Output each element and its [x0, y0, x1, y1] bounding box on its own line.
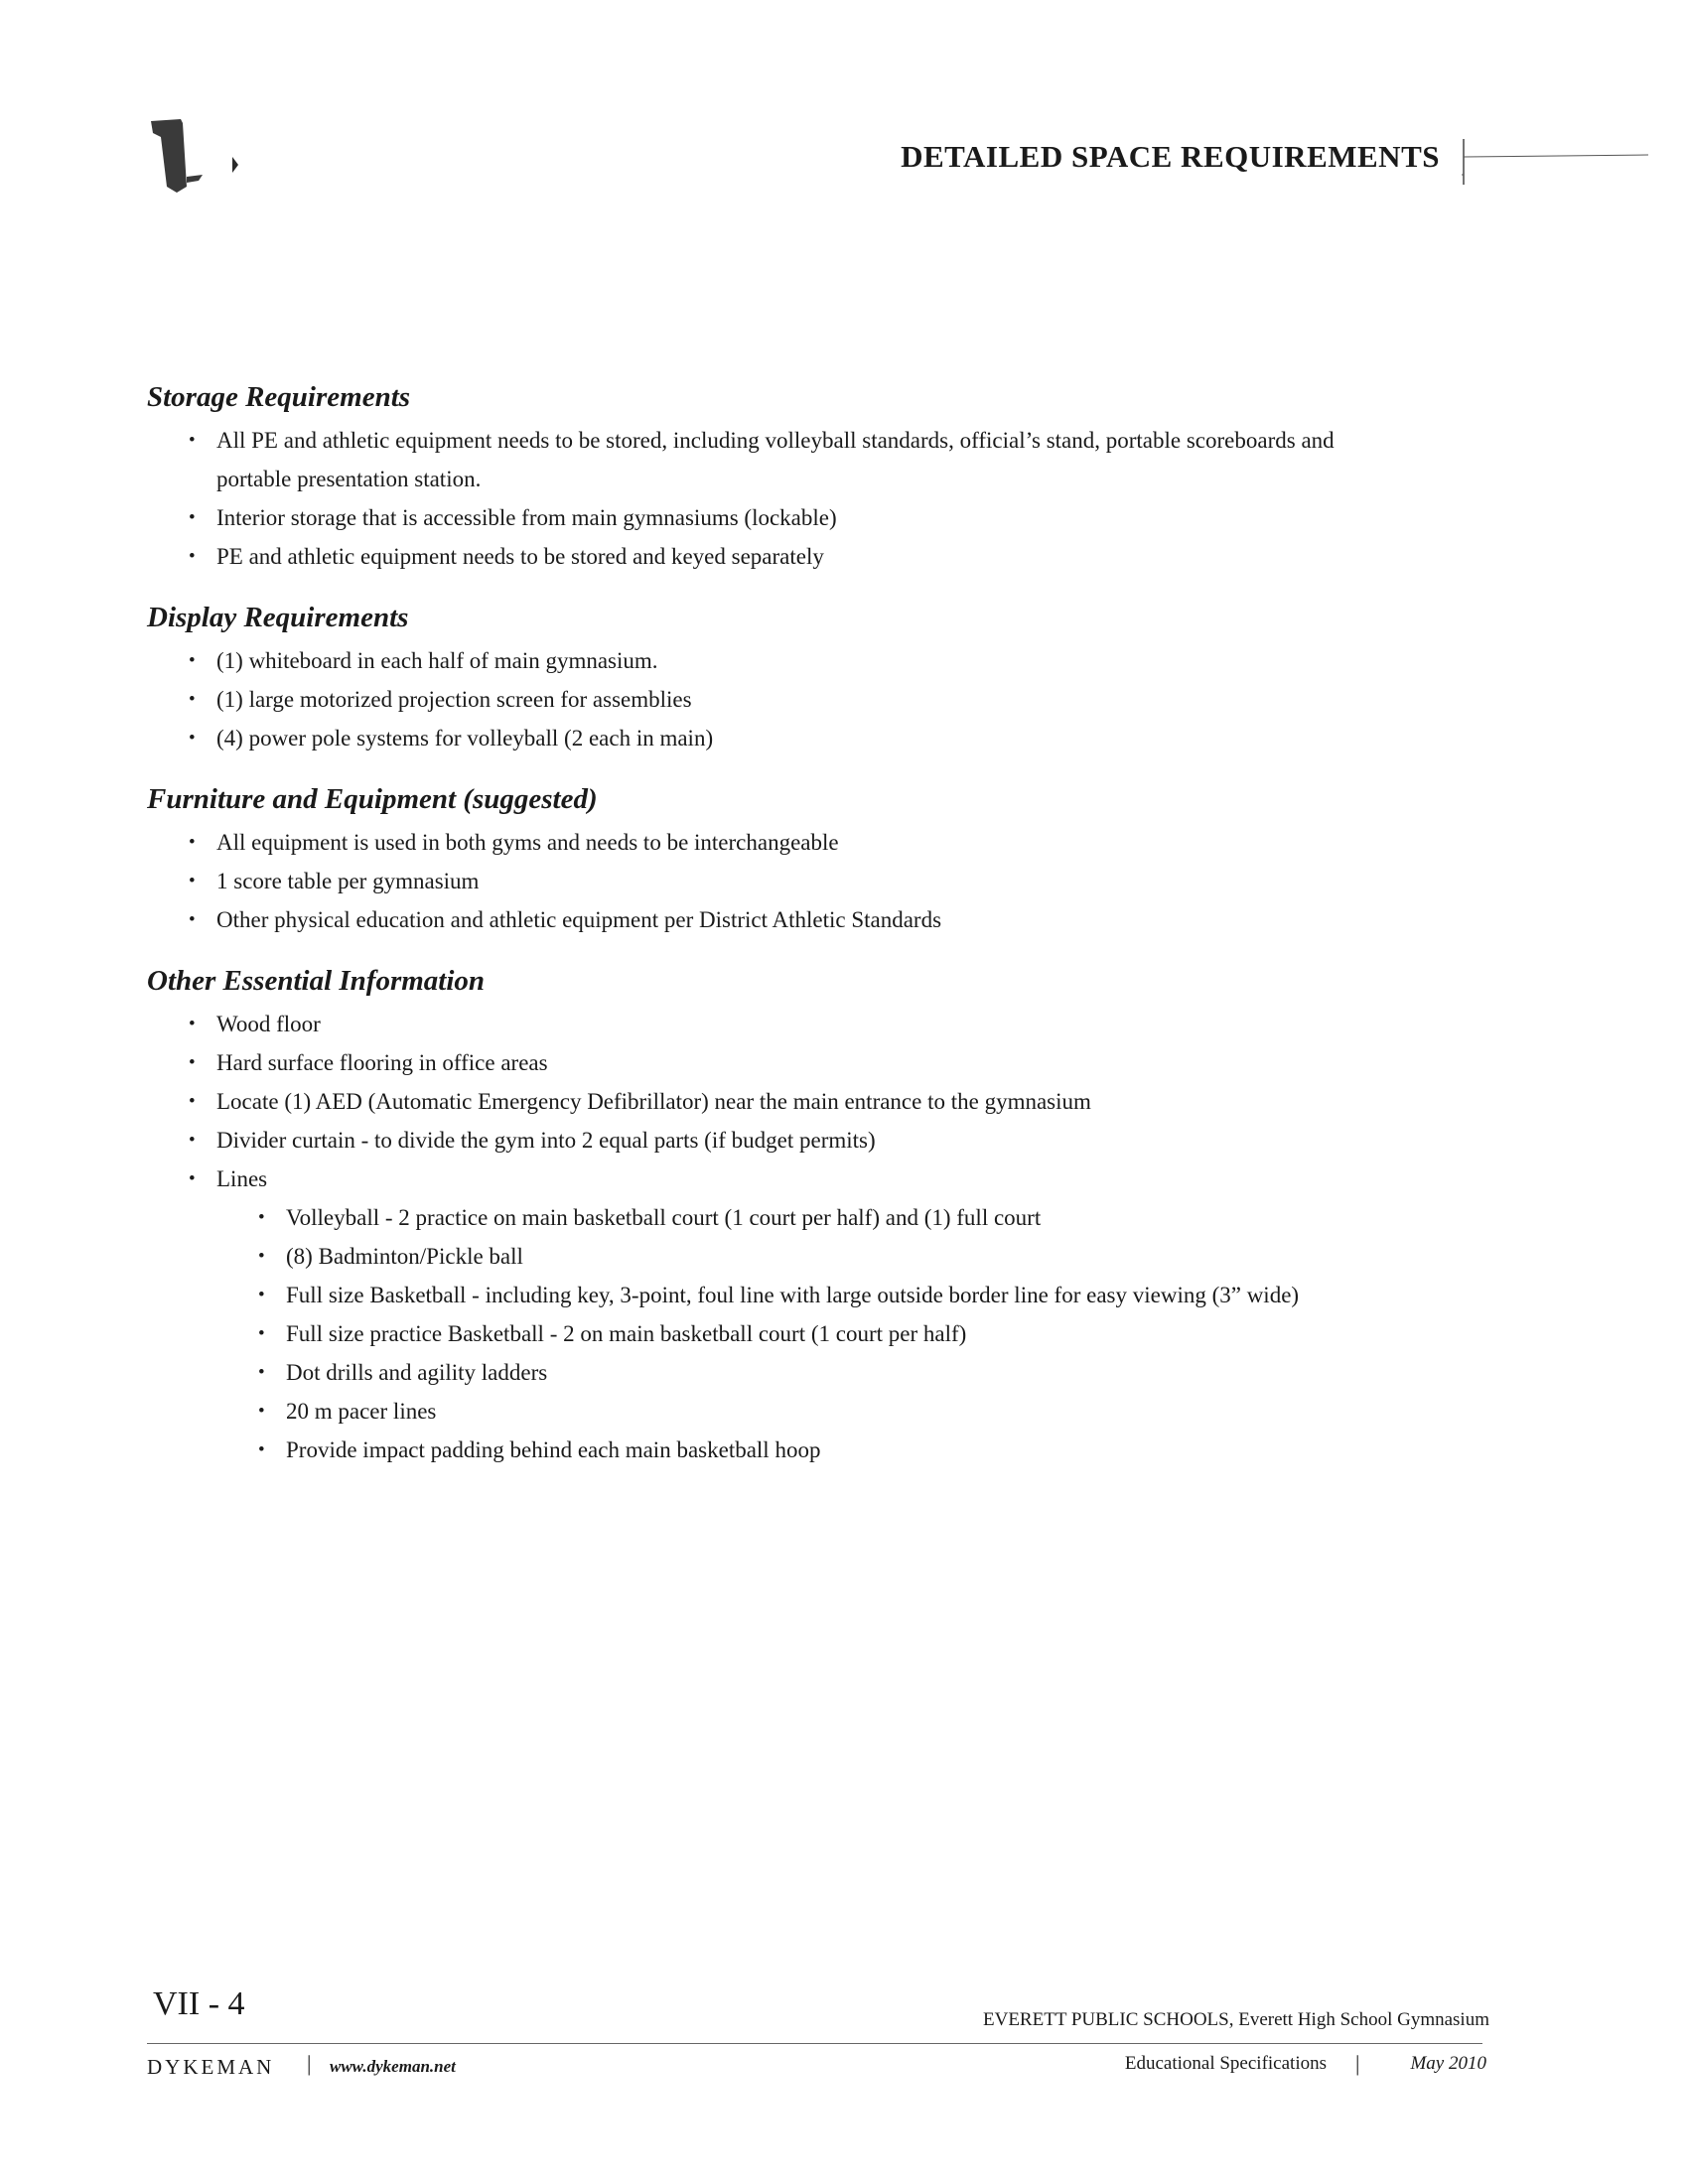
corner-bracket-mark: [147, 117, 256, 206]
list-item: • (1) whiteboard in each half of main gymnasium.: [147, 641, 1468, 680]
footer-brand: DYKEMAN: [147, 2055, 275, 2079]
list-item: • Locate (1) AED (Automatic Emergency Defibrillator) near the main entrance to the gymnasium: [147, 1082, 1468, 1121]
section-storage-requirements: [147, 377, 1468, 576]
footer-date: May 2010: [1410, 2053, 1486, 2074]
section-display-requirements: [147, 598, 1468, 757]
section-heading: Other Essential Information: [147, 965, 486, 997]
sub-list-item: • (8) Badminton/Pickle ball: [147, 1237, 1468, 1276]
footer-separator: |: [1355, 2051, 1360, 2076]
list-item: • Other physical education and athletic equipment per District Athletic Standards: [147, 900, 1468, 939]
list-item: • Hard surface flooring in office areas: [147, 1043, 1468, 1082]
footer-document-type: Educational Specifications: [1124, 2053, 1327, 2074]
header-rule-mark: [1462, 133, 1650, 193]
bullet-list: [147, 1005, 1468, 1469]
list-item: • (1) large motorized projection screen for assemblies: [147, 680, 1468, 719]
bullet-list: [147, 823, 1468, 939]
list-item: • Interior storage that is accessible from main gymnasiums (lockable): [147, 498, 1468, 537]
requirements-content: [147, 377, 1468, 1491]
section-furniture-equipment: [147, 779, 1468, 939]
list-item: • Divider curtain - to divide the gym into 2 equal parts (if budget permits): [147, 1121, 1468, 1160]
sub-list-item: • Volleyball - 2 practice on main basketball court (1 court per half) and (1) full court: [147, 1198, 1468, 1237]
sub-list-item: • 20 m pacer lines: [147, 1392, 1468, 1431]
section-heading: Display Requirements: [147, 602, 409, 633]
list-item: • PE and athletic equipment needs to be stored and keyed separately: [147, 537, 1468, 576]
list-item: • All equipment is used in both gyms and needs to be interchangeable: [147, 823, 1468, 862]
sub-list-item: • Dot drills and agility ladders: [147, 1353, 1468, 1392]
list-item: • Lines: [147, 1160, 1468, 1198]
sub-list-item: • Full size Basketball - including key, 3-point, foul line with large outside border line for easy viewing (3” wide): [147, 1276, 1468, 1314]
list-item: • 1 score table per gymnasium: [147, 862, 1468, 900]
footer-divider: [147, 2043, 1482, 2044]
footer-separator: |: [307, 2051, 312, 2076]
page-number: VII - 4: [153, 1985, 245, 2022]
sub-list-item: • Provide impact padding behind each main basketball hoop: [147, 1431, 1468, 1469]
page-title: DETAILED SPACE REQUIREMENTS: [901, 139, 1440, 174]
footer-school-name: EVERETT PUBLIC SCHOOLS, Everett High School Gymnasium: [983, 2009, 1489, 2030]
list-item-continuation: portable presentation station.: [216, 467, 482, 491]
bullet-list: [147, 641, 1468, 757]
section-heading: Furniture and Equipment (suggested): [147, 783, 598, 815]
list-item: • Wood floor: [147, 1005, 1468, 1043]
list-item-text: All PE and athletic equipment needs to be stored, including volleyball standards, official’s stand, portable scoreboards and: [216, 428, 1335, 453]
section-other-essential-information: [147, 961, 1468, 1469]
bullet-list: [147, 421, 1468, 576]
list-item: • (4) power pole systems for volleyball (2 each in main): [147, 719, 1468, 757]
list-item: [147, 421, 1468, 498]
section-heading: Storage Requirements: [147, 381, 411, 413]
footer-website-link[interactable]: www.dykeman.net: [330, 2057, 456, 2076]
sub-list-item: • Full size practice Basketball - 2 on main basketball court (1 court per half): [147, 1314, 1468, 1353]
